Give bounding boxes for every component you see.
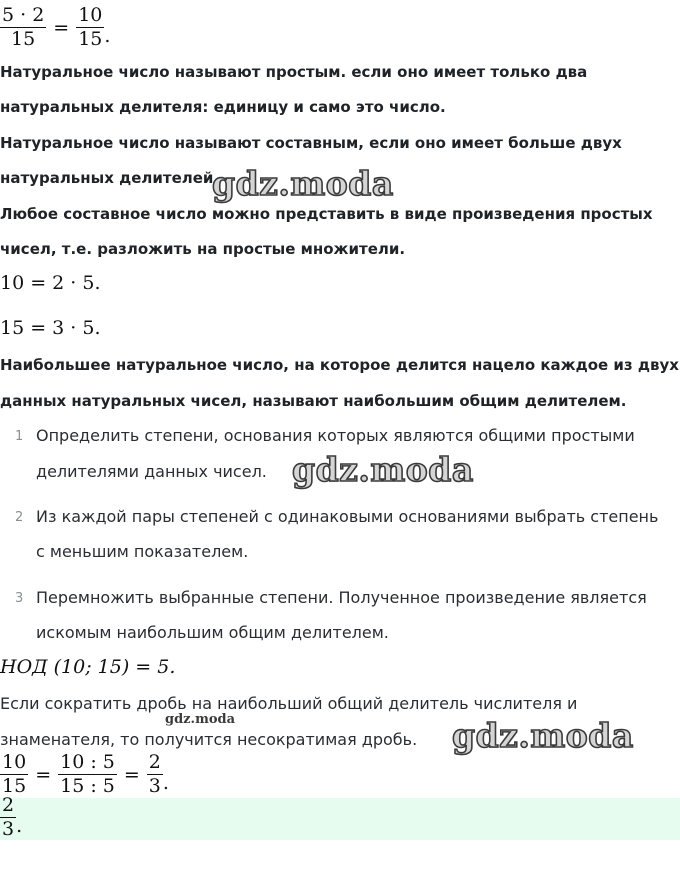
step-number: 1 xyxy=(15,429,24,444)
factorization-line-1: Любое составное число можно представить в виде произведения простых xyxy=(0,205,653,223)
prime-definition-line-2: натуральных делителя: единицу и само это число. xyxy=(0,98,446,116)
step-number: 3 xyxy=(15,591,24,606)
step-text: искомым наибольшим общим делителем. xyxy=(36,623,389,642)
step-text: с меньшим показателем. xyxy=(36,542,249,561)
equation-10: 10 = 2 · 5. xyxy=(0,272,101,294)
fraction: $\frac{5 \cdot 2}{15}$ xyxy=(2,4,45,50)
fraction: $\frac{10}{15}$ xyxy=(78,4,103,50)
equation-15: 15 = 3 · 5. xyxy=(0,317,101,339)
reduce-text-line-1: Если сократить дробь на наибольший общий делитель числителя и xyxy=(0,694,578,713)
gcd-definition-line-1: Наибольшее натуральное число, на которое делится нацело каждое из двух xyxy=(0,356,679,374)
step-number: 2 xyxy=(15,510,24,525)
fraction: $\frac{10 : 5}{15 : 5}$ xyxy=(60,751,115,797)
gcd-result: НОД (10; 15) = 5. xyxy=(0,656,176,678)
fraction: $\frac{2}{3}$ xyxy=(2,794,15,840)
composite-definition-line-2: натуральных делителей. xyxy=(0,169,220,187)
fraction: $\frac{2}{3}$ xyxy=(148,751,161,797)
reduce-text-line-2: знаменателя, то получится несократимая дробь. xyxy=(0,730,418,749)
composite-definition-line-1: Натуральное число называют составным, если оно имеет больше двух xyxy=(0,134,622,152)
step-text: делителями данных чисел. xyxy=(36,462,267,481)
watermark-logo-small: gdz.moda xyxy=(165,712,236,727)
step-text: Из каждой пары степеней с одинаковыми основаниями выбрать степень xyxy=(36,507,659,526)
step-text: Определить степени, основания которых являются общими простыми xyxy=(36,426,635,445)
watermark-logo: gdz.moda xyxy=(452,716,634,755)
step-text: Перемножить выбранные степени. Полученное произведение является xyxy=(36,588,647,607)
gcd-definition-line-2: данных натуральных чисел, называют наибольшим общим делителем. xyxy=(0,392,627,410)
equation-reduce-fraction: $\frac{10}{15}$ = $\frac{10 : 5}{15 : 5}$ = $\frac{2}{3}$ . xyxy=(2,751,169,797)
prime-definition-line-1: Натуральное число называют простым. если оно имеет только два xyxy=(0,63,588,81)
equation-fraction-5x2-over-15: $\frac{5 \cdot 2}{15}$ = $\frac{10}{15}$ . xyxy=(2,4,111,50)
answer-fraction: $\frac{2}{3}$ . xyxy=(2,794,23,840)
answer-highlight xyxy=(0,794,680,840)
watermark-logo: gdz.moda xyxy=(292,450,474,489)
fraction: $\frac{10}{15}$ xyxy=(2,751,27,797)
factorization-line-2: чисел, т.е. разложить на простые множители. xyxy=(0,240,406,258)
watermark-logo: gdz.moda xyxy=(212,164,394,203)
